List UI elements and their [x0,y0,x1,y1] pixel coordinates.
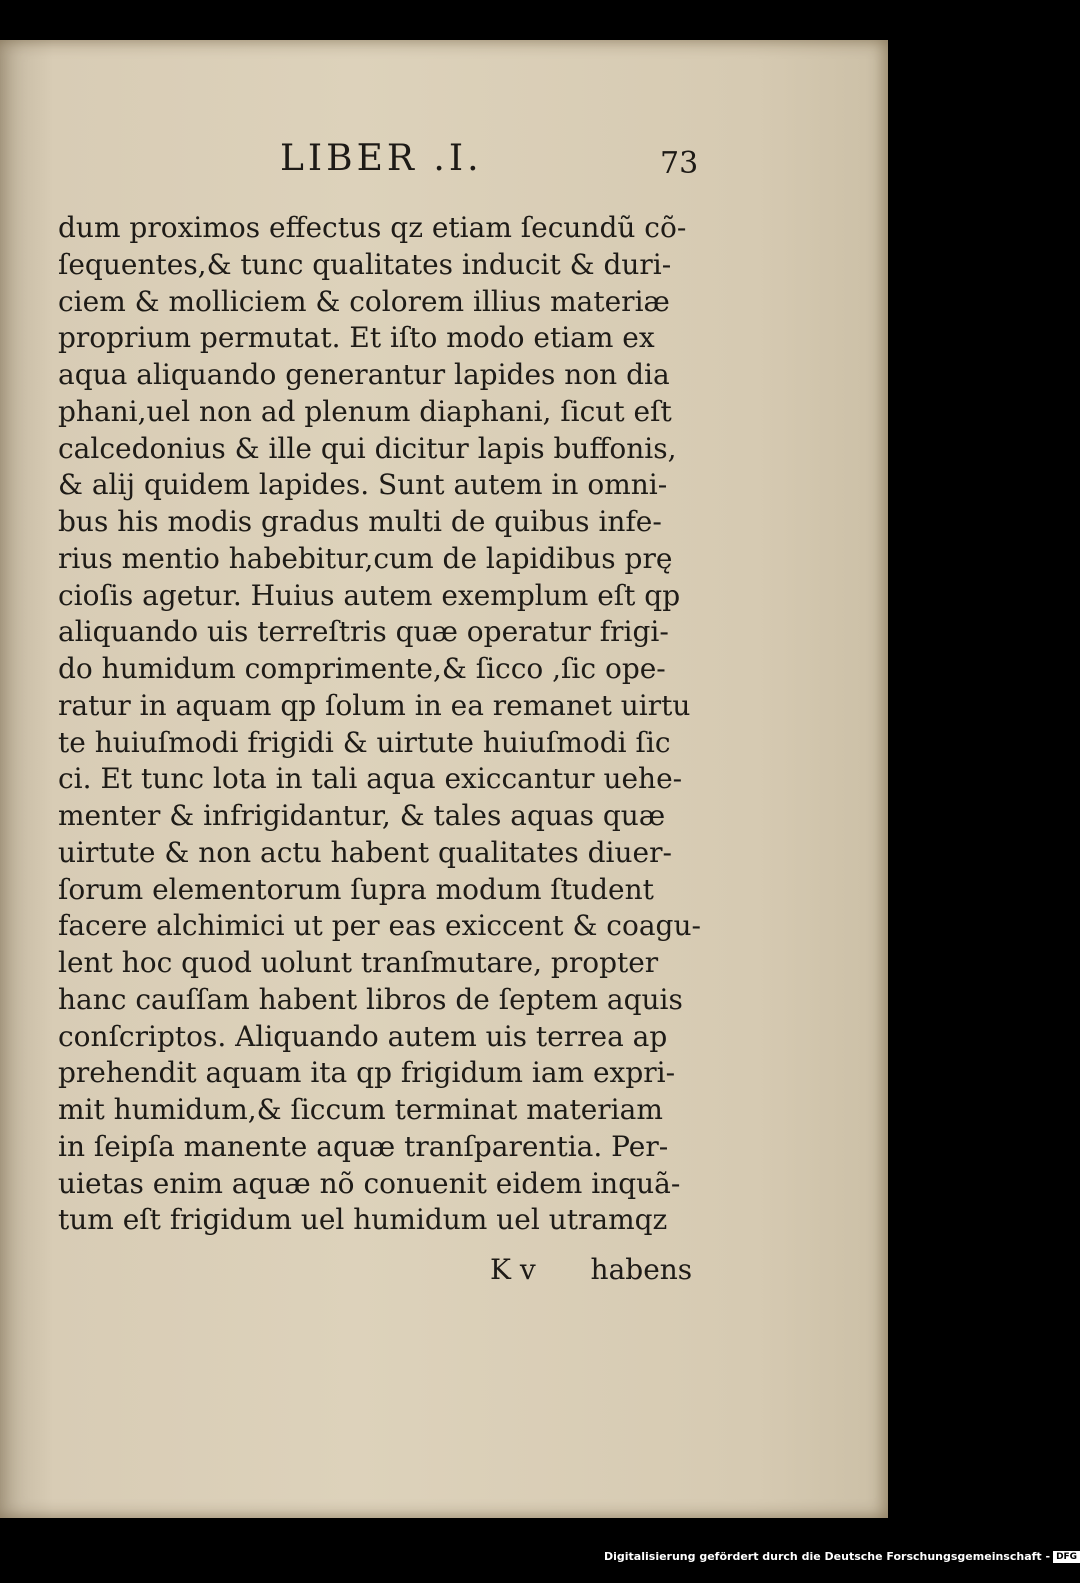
folio-number: 73 [660,146,699,181]
text-line: phani,uel non ad plenum diaphani, ſicut eſt [58,394,672,428]
catchword: habens [590,1253,693,1286]
text-line: uietas enim aquæ nõ conuenit eidem inquã- [58,1166,681,1200]
text-line: prehendit aquam ita qp frigidum iam expri- [58,1056,676,1090]
text-line: in ſeipſa manente aquæ tranſparentia. Per- [58,1129,669,1163]
text-line: proprium permutat. Et iſto modo etiam ex [58,321,655,355]
page-footer-line [490,1253,692,1286]
text-line: bus his modis gradus multi de quibus infe- [58,505,662,538]
text-line: tum eſt frigidum uel humidum uel utramqz [58,1203,668,1237]
text-line: do humidum comprimente,& ſicco ,ſic ope- [58,652,666,685]
text-line: lent hoc quod uolunt tranſmutare, propter [58,946,659,979]
text-line: ci. Et tunc lota in tali aqua exiccantur uehe- [58,762,683,796]
text-line: conſcriptos. Aliquando autem uis terrea ap [58,1019,668,1053]
text-line: mit humidum,& ſiccum terminat materiam [58,1093,663,1126]
text-line: uirtute & non actu habent qualitates diuer- [58,835,672,869]
text-line: cioſis agetur. Huius autem exemplum eſt qp [58,578,681,612]
funding-text: Digitalisierung gefördert durch die Deutsche Forschungsgemeinschaft - [604,1550,1051,1563]
text-line: & alij quidem lapides. Sunt autem in omni- [58,468,668,502]
text-block [58,210,708,1239]
text-line: ſequentes,& tunc qualitates inducit & duri- [58,247,672,281]
text-line: te huiuſmodi frigidi & uirtute huiuſmodi ſic [58,725,671,759]
text-line: calcedonius & ille qui dicitur lapis buffonis, [58,431,677,465]
text-line: dum proximos effectus qz etiam ſecundũ cõ- [58,211,687,244]
running-head: LIBER .I. [280,138,483,179]
text-line: ſorum elementorum ſupra modum ſtudent [58,872,654,906]
text-line: menter & infrigidantur, & tales aquas quæ [58,799,666,832]
funding-notice [604,1550,1080,1563]
text-line: rius mentio habebitur,cum de lapidibus prę [58,541,673,575]
book-page [0,40,888,1518]
text-line: ciem & molliciem & colorem illius materiæ [58,284,670,318]
text-line: aqua aliquando generantur lapides non dia [58,358,670,391]
text-line: ratur in aquam qp ſolum in ea remanet uirtu [58,688,691,722]
text-line: aliquando uis terreſtris quæ operatur frigi- [58,615,669,649]
text-line: facere alchimici ut per eas exiccent & coagu- [58,909,701,943]
signature-mark: K v [490,1253,536,1286]
text-line: hanc cauſſam habent libros de ſeptem aquis [58,982,683,1016]
dfg-logo: DFG [1053,1551,1080,1563]
